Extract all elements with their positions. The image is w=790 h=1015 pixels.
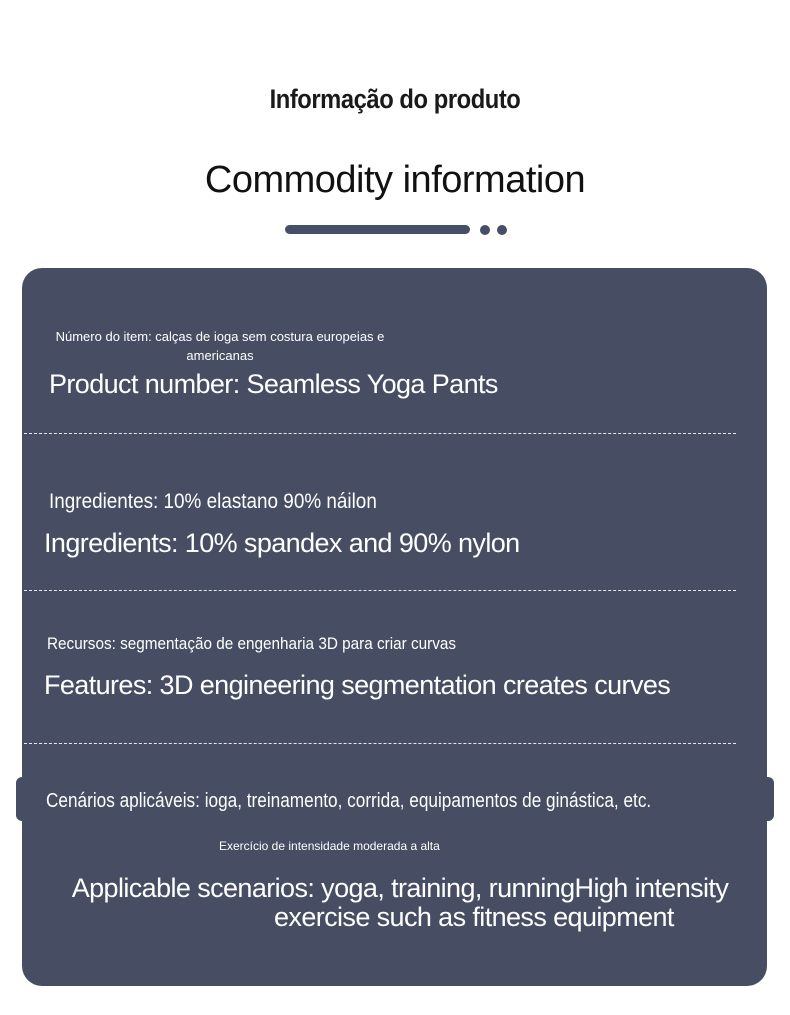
product-number-pt-line2: americanas bbox=[186, 348, 254, 363]
scenarios-pt: Cenários aplicáveis: ioga, treinamento, corrida, equipamentos de ginástica, etc. bbox=[46, 790, 652, 812]
product-number-en: Product number: Seamless Yoga Pants bbox=[49, 369, 498, 399]
ingredients-en: Ingredients: 10% spandex and 90% nylon bbox=[44, 528, 520, 558]
scenarios-en-line1: Applicable scenarios: yoga, training, runningHigh intensity bbox=[71, 873, 729, 903]
product-number-pt bbox=[40, 329, 400, 363]
features-pt: Recursos: segmentação de engenharia 3D para criar curvas bbox=[47, 634, 457, 653]
decorative-dot bbox=[497, 225, 507, 235]
decorative-dot bbox=[480, 225, 490, 235]
separator bbox=[24, 590, 736, 591]
title-english: Commodity information bbox=[204, 159, 586, 201]
separator bbox=[24, 743, 736, 744]
scenarios-en-line2: exercise such as fitness equipment bbox=[274, 902, 674, 932]
title-portuguese: Informação do produto bbox=[269, 84, 521, 114]
features-en: Features: 3D engineering segmentation creates curves bbox=[44, 670, 671, 700]
ingredients-pt: Ingredientes: 10% elastano 90% náilon bbox=[49, 490, 377, 513]
decorative-bar bbox=[285, 225, 470, 234]
separator bbox=[24, 433, 736, 434]
scenarios-pt-sub: Exercício de intensidade moderada a alta bbox=[219, 839, 440, 853]
scenarios-en bbox=[24, 874, 776, 932]
product-number-pt-line1: Número do item: calças de ioga sem costura europeias e bbox=[55, 329, 385, 344]
